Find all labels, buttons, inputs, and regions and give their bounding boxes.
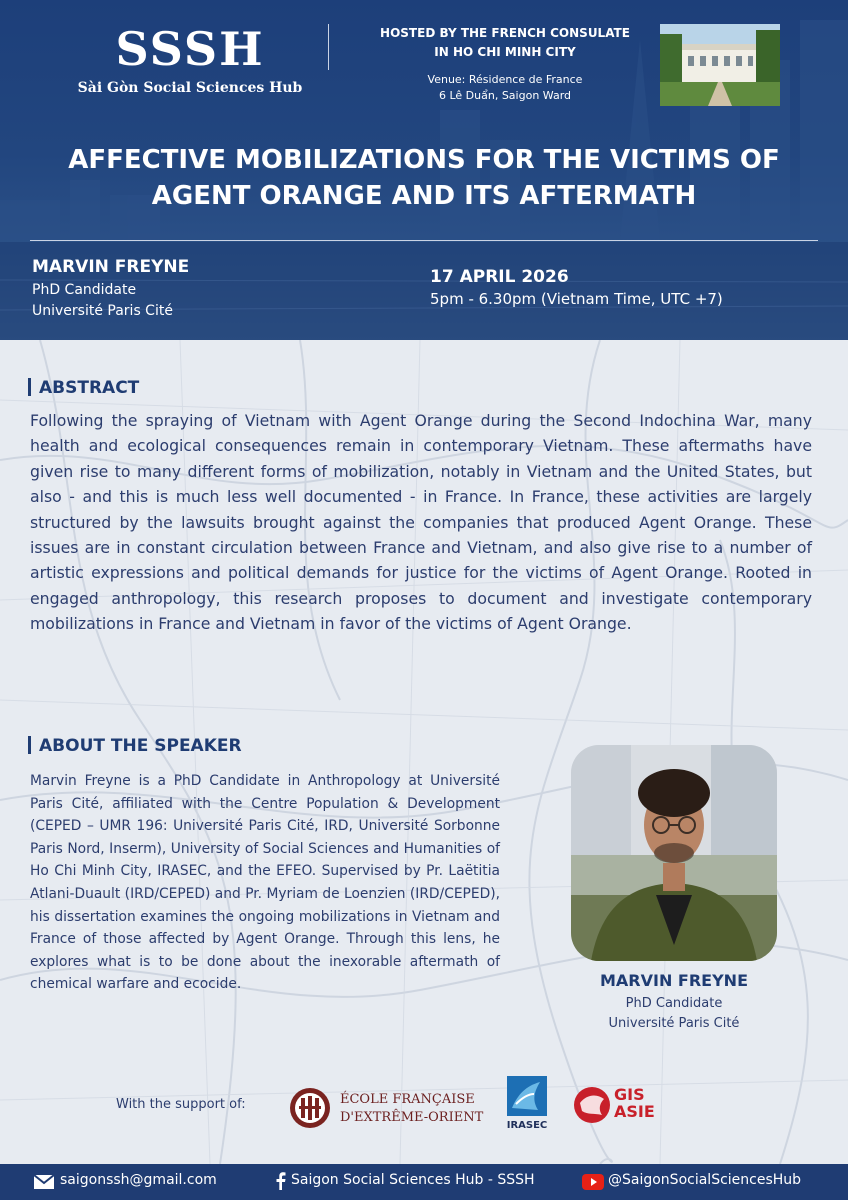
host-line-2: IN HO CHI MINH CITY bbox=[434, 45, 576, 59]
efeo-logo-text bbox=[340, 1091, 483, 1127]
photo-caption-role: PhD Candidate bbox=[625, 996, 723, 1011]
youtube-icon bbox=[582, 1174, 604, 1190]
irasec-label: IRASEC bbox=[506, 1120, 548, 1131]
speaker-details bbox=[32, 280, 173, 322]
heading-accent-bar bbox=[28, 378, 31, 396]
host-line-1: HOSTED BY THE FRENCH CONSULATE bbox=[380, 26, 630, 40]
email-icon bbox=[34, 1174, 54, 1190]
facebook-icon bbox=[276, 1172, 286, 1190]
event-title bbox=[30, 142, 818, 214]
speaker-role: PhD Candidate bbox=[32, 282, 137, 298]
irasec-logo-icon bbox=[504, 1074, 550, 1120]
efeo-line-1: ÉCOLE FRANÇAISE bbox=[340, 1092, 475, 1107]
footer-youtube-link[interactable]: @SaigonSocialSciencesHub bbox=[608, 1172, 802, 1188]
header-divider bbox=[328, 24, 329, 70]
event-time: 5pm - 6.30pm (Vietnam Time, UTC +7) bbox=[430, 290, 723, 308]
abstract-heading-text: ABSTRACT bbox=[39, 378, 140, 398]
event-title-line-1: AFFECTIVE MOBILIZATIONS FOR THE VICTIMS OF bbox=[68, 145, 780, 175]
gis-line-2: ASIE bbox=[614, 1102, 655, 1121]
event-date: 17 APRIL 2026 bbox=[430, 267, 569, 287]
photo-caption-details bbox=[571, 994, 777, 1034]
residence-photo bbox=[660, 24, 780, 106]
venue-line-1: Venue: Résidence de France bbox=[427, 73, 583, 86]
host-info bbox=[360, 24, 650, 62]
speaker-photo bbox=[571, 745, 777, 961]
support-label: With the support of: bbox=[116, 1097, 246, 1112]
venue-info bbox=[360, 72, 650, 104]
footer-facebook-link[interactable]: Saigon Social Sciences Hub - SSSH bbox=[291, 1172, 535, 1188]
footer-email-link[interactable]: saigonssh@gmail.com bbox=[60, 1172, 217, 1188]
about-heading-text: ABOUT THE SPEAKER bbox=[39, 736, 242, 756]
logo-title: SSSH bbox=[115, 22, 265, 76]
heading-accent-bar bbox=[28, 736, 31, 754]
speaker-bio: Marvin Freyne is a PhD Candidate in Anthropology at Université Paris Cité, affiliated with the Centre Population & Development (CEPED – UMR 196: Université Paris Cité, IRD, Université Sorbonne Paris Nord, Inserm), University of Social Sciences and Humanities of Ho Chi Minh City, IRASEC, and the EFEO. Supervised by Pr. Laëtitia Atlani-Duault (IRD/CEPED) and Pr. Myriam de Loenzien (IRD/CEPED), his dissertation examines the ongoing mobilizations in Vietnam and France of those affected by Agent Orange. Through this lens, he explores what is to be done about the inexorable aftermath of chemical warfare and ecocide. bbox=[30, 773, 500, 993]
logo-subtitle: Sài Gòn Social Sciences Hub bbox=[77, 80, 303, 96]
efeo-logo-icon bbox=[286, 1086, 334, 1130]
speaker-affiliation: Université Paris Cité bbox=[32, 303, 173, 319]
efeo-line-2: D'EXTRÊME-ORIENT bbox=[340, 1110, 484, 1125]
photo-caption-name: MARVIN FREYNE bbox=[599, 971, 748, 990]
gis-line-1: GIS bbox=[614, 1085, 645, 1104]
speaker-name: MARVIN FREYNE bbox=[32, 257, 190, 277]
abstract-heading bbox=[28, 378, 139, 398]
header-rule bbox=[30, 240, 818, 241]
abstract-text: Following the spraying of Vietnam with Agent Orange during the Second Indochina War, many health and ecological consequences remain in contemporary Vietnam. These aftermaths have given rise to many different forms of mobilization, notably in Vietnam and the United States, but also - and this is much less well documented - in France. In France, these activities are largely structured by the lawsuits brought against the companies that produced Agent Orange. These issues are in constant circulation between France and Vietnam, and also give rise to a number of artistic expressions and political demands for justice for the victims of Agent Orange. Rooted in engaged anthropology, this research proposes to document and investigate contemporary mobilizations in France and Vietnam in favor of the victims of Agent Orange. bbox=[30, 411, 812, 634]
photo-caption-affiliation: Université Paris Cité bbox=[608, 1016, 740, 1031]
venue-line-2: 6 Lê Duẩn, Saigon Ward bbox=[438, 89, 572, 102]
about-heading bbox=[28, 736, 242, 756]
gis-asie-logo-icon bbox=[572, 1085, 612, 1125]
header-banner bbox=[0, 0, 848, 340]
event-title-line-2: AGENT ORANGE AND ITS AFTERMATH bbox=[151, 181, 697, 211]
gis-asie-text bbox=[614, 1086, 655, 1120]
